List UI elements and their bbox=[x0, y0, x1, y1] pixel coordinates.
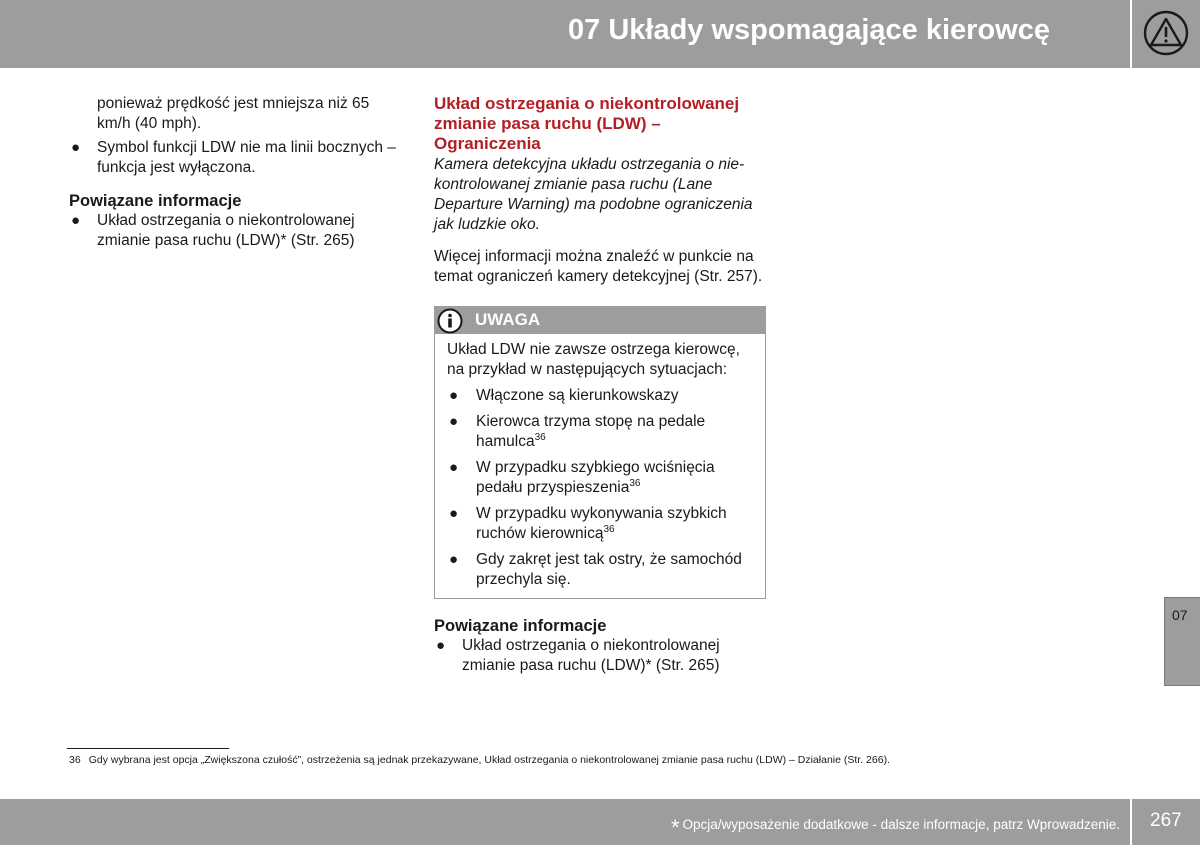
continued-text: ponieważ prędkość jest mniejsza niż 65 km/h (40 mph). bbox=[97, 95, 370, 132]
bullet-icon: ● bbox=[71, 212, 81, 229]
list-item-text: W przypadku wykonywania szybkich ruchów kierownicą bbox=[476, 505, 727, 542]
list-item-text: Gdy zakręt jest tak ostry, że samochód przechyla się. bbox=[476, 551, 742, 588]
bullet-icon: ● bbox=[449, 387, 459, 404]
left-column bbox=[69, 94, 404, 251]
footer-bar bbox=[0, 799, 1130, 845]
bullet-icon: ● bbox=[449, 551, 459, 568]
footnote-ref[interactable]: 36 bbox=[603, 523, 615, 535]
related-info-heading: Powiązane informacje bbox=[434, 617, 607, 635]
list-item-text: W przypadku szybkiego wciśnięcia pedału przyspieszenia bbox=[476, 459, 715, 496]
footnote bbox=[69, 754, 890, 766]
list-item bbox=[447, 412, 753, 452]
bullet-icon: ● bbox=[449, 413, 459, 430]
footnote-ref[interactable]: 36 bbox=[629, 477, 641, 489]
note-box bbox=[434, 306, 766, 599]
footnote-text: Gdy wybrana jest opcja „Zwiększona czułość”, ostrzeżenia są jednak przekazywane, Układ ostrzegania o niekontrolowanej zmianie pasa ruchu (LDW) – Działanie (Str. 266). bbox=[88, 754, 890, 766]
list-item bbox=[447, 458, 753, 498]
bullet-icon: ● bbox=[449, 459, 459, 476]
chapter-tab[interactable] bbox=[1164, 597, 1200, 686]
footnote-ref[interactable]: 36 bbox=[534, 431, 546, 443]
note-header bbox=[435, 307, 765, 334]
asterisk-icon: * bbox=[670, 815, 680, 840]
page-number: 267 bbox=[1150, 810, 1182, 831]
chapter-tab-label: 07 bbox=[1172, 607, 1188, 623]
list-item bbox=[69, 138, 404, 178]
chapter-title: 07 Układy wspomagające kierowcę bbox=[568, 14, 1050, 46]
bullet-icon: ● bbox=[436, 637, 446, 654]
list-item bbox=[447, 550, 753, 590]
header-bar bbox=[0, 0, 1130, 68]
bullet-icon: ● bbox=[449, 505, 459, 522]
note-intro: Układ LDW nie zawsze ostrzega kierowcę, na przykład w następujących sytuacjach: bbox=[447, 341, 740, 378]
related-link[interactable] bbox=[434, 636, 769, 676]
list-item bbox=[447, 386, 753, 406]
list-item bbox=[447, 504, 753, 544]
related-link-text: Układ ostrzegania o niekontrolowanej zmianie pasa ruchu (LDW)* (Str. 265) bbox=[462, 637, 720, 674]
related-link-text: Układ ostrzegania o niekontrolowanej zmianie pasa ruchu (LDW)* (Str. 265) bbox=[97, 212, 355, 249]
middle-column bbox=[434, 94, 769, 676]
note-body bbox=[435, 334, 765, 598]
bullet-icon: ● bbox=[71, 139, 81, 156]
info-icon bbox=[437, 308, 463, 334]
list-item-text: Włączone są kierunkowskazy bbox=[476, 387, 679, 404]
footnote-divider bbox=[67, 748, 229, 749]
warning-triangle-icon bbox=[1143, 10, 1189, 56]
footer-note-text: Opcja/wyposażenie dodatkowe - dalsze informacje, patrz Wprowadzenie. bbox=[682, 817, 1120, 832]
related-link[interactable] bbox=[69, 211, 404, 251]
list-item-text: Symbol funkcji LDW nie ma linii bocznych – funkcja jest wyłączona. bbox=[97, 139, 396, 176]
chapter-icon-box bbox=[1132, 0, 1200, 68]
footer-note bbox=[671, 815, 1120, 841]
footnote-number: 36 bbox=[69, 754, 81, 766]
intro-text: Kamera detekcyjna układu ostrzegania o nie-kontrolowanej zmianie pasa ruchu (Lane Departure Warning) ma podobne ograniczenia jak ludzkie oko. bbox=[434, 156, 753, 233]
page-number-box bbox=[1132, 799, 1200, 845]
list-item-text: Kierowca trzyma stopę na pedale hamulca bbox=[476, 413, 706, 450]
note-title: UWAGA bbox=[475, 310, 541, 329]
related-info-heading: Powiązane informacje bbox=[69, 192, 242, 210]
section-heading: Układ ostrzegania o niekontrolowanej zmianie pasa ruchu (LDW) – Ograniczenia bbox=[434, 94, 740, 153]
more-info-text: Więcej informacji można znaleźć w punkcie na temat ograniczeń kamery detekcyjnej (Str. 257). bbox=[434, 248, 763, 285]
